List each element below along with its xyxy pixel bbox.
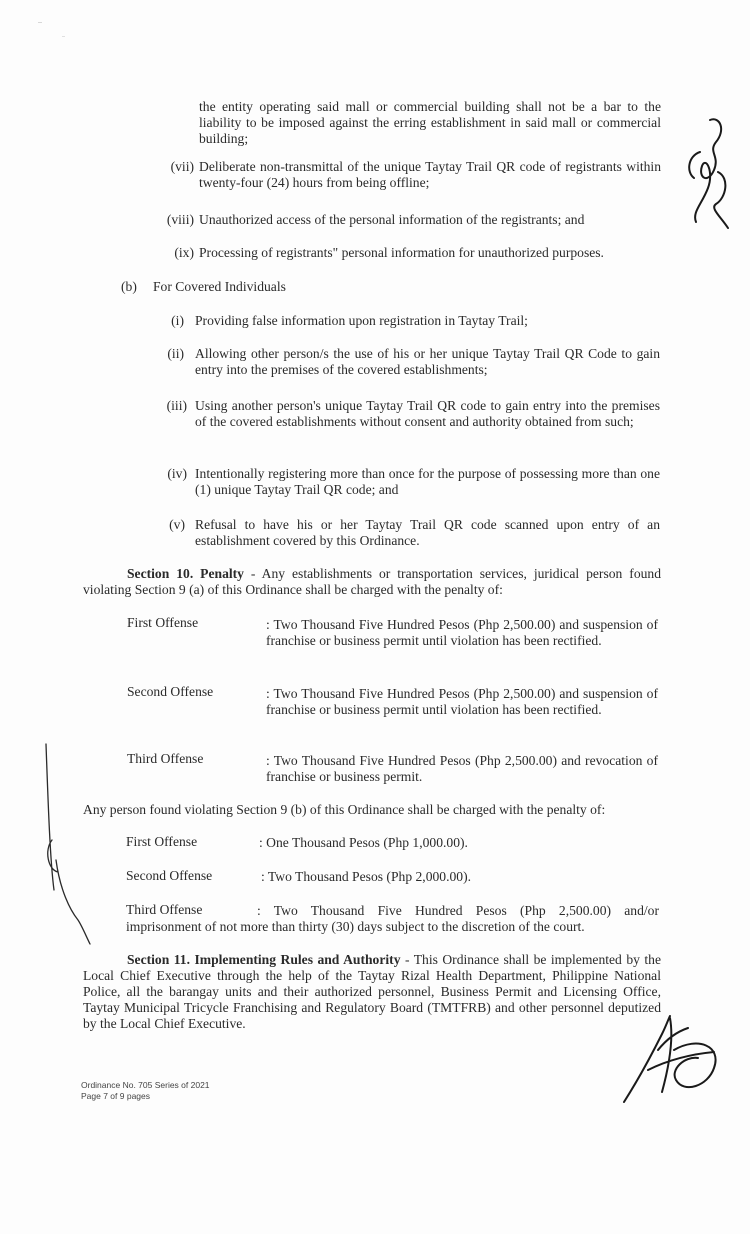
section-10-heading: Section 10. Penalty [127,566,244,581]
penalty-text: : Two Thousand Five Hundred Pesos (Php 2,500.00) and suspension of franchise or business permit until violation has been rectified. [266,686,658,717]
footer-page-number: Page 7 of 9 pages [81,1091,151,1101]
list-item-text: Refusal to have his or her Taytay Trail QR code scanned upon entry of an establishment covered by this Ordinance. [195,517,660,548]
section-b-title: For Covered Individuals [153,279,286,294]
list-item-number: (iv) [167,466,187,481]
list-item-text: Providing false information upon registration in Taytay Trail; [195,313,528,328]
penalty-b-intro: Any person found violating Section 9 (b) of this Ordinance shall be charged with the penalty of: [83,802,606,817]
signature-bottom-right [618,1010,728,1110]
signature-initials-top-right [680,112,740,242]
penalty-text: : Two Thousand Five Hundred Pesos (Php 2,500.00) and/or imprisonment of not more than thirty (30) days subject to the discretion of the court. [126,903,659,934]
list-item-number: (iii) [166,398,187,413]
list-item-number: (vii) [170,159,194,174]
section-b-number: (b) [121,279,137,294]
penalty-text: : Two Thousand Pesos (Php 2,000.00). [261,869,472,884]
section-11-body: - This Ordinance shall be implemented by the Local Chief Executive through the help of the Taytay Rizal Health Department, Philippine National Police, all the barangay units and their authorized personnel, Business Permit and Licensing Office, Taytay Municipal Tricycle Franchising and Regulatory Board (TMTFRB) and other personnel deputized by the Local Chief Executive. [83,952,661,1031]
list-item-number: (v) [169,517,185,532]
list-item-text: Deliberate non-transmittal of the unique Taytay Trail QR code of registrants within twenty-four (24) hours from being offline; [199,159,661,190]
penalty-label: First Offense [126,834,198,849]
scan-speck [38,22,42,23]
section-11-paragraph [83,952,661,1032]
penalty-label: First Offense [127,615,199,630]
continuation-paragraph: the entity operating said mall or commercial building shall not be a bar to the liability to be imposed against the erring establishment in said mall or commercial building; [199,99,661,146]
penalty-label: Second Offense [127,684,214,699]
list-item-text: Intentionally registering more than once for the purpose of possessing more than one (1) unique Taytay Trail QR code; and [195,466,660,497]
penalty-label: Third Offense [126,902,203,917]
section-10-body: - Any establishments or transportation services, juridical person found violating Section 9 (a) of this Ordinance shall be charged with the penalty of: [83,566,662,597]
penalty-text: : Two Thousand Five Hundred Pesos (Php 2,500.00) and revocation of franchise or business permit. [266,753,658,784]
penalty-text: : Two Thousand Five Hundred Pesos (Php 2,500.00) and suspension of franchise or business permit until violation has been rectified. [266,617,658,648]
list-item-text: Using another person's unique Taytay Trail QR code to gain entry into the premises of the covered establishments without consent and authority obtained from such; [195,398,660,429]
penalty-text: : One Thousand Pesos (Php 1,000.00). [259,835,468,850]
list-item-text: Unauthorized access of the personal information of the registrants; and [199,212,585,227]
list-item-number: (viii) [166,212,194,227]
scan-speck [62,36,65,37]
list-item-number: (ii) [167,346,184,361]
footer-ordinance-number: Ordinance No. 705 Series of 2021 [81,1080,210,1090]
penalty-label: Second Offense [126,868,213,883]
list-item-text: Allowing other person/s the use of his or her unique Taytay Trail QR Code to gain entry into the premises of the covered establishments; [195,346,660,377]
list-item-number: (ix) [174,245,194,260]
list-item-number: (i) [171,313,184,328]
list-item-text: Processing of registrants" personal information for unauthorized purposes. [199,245,604,260]
section-11-heading: Section 11. Implementing Rules and Authority [127,952,401,967]
margin-signature-mark-left [30,740,100,950]
penalty-label: Third Offense [127,751,204,766]
section-10-paragraph [83,566,661,598]
